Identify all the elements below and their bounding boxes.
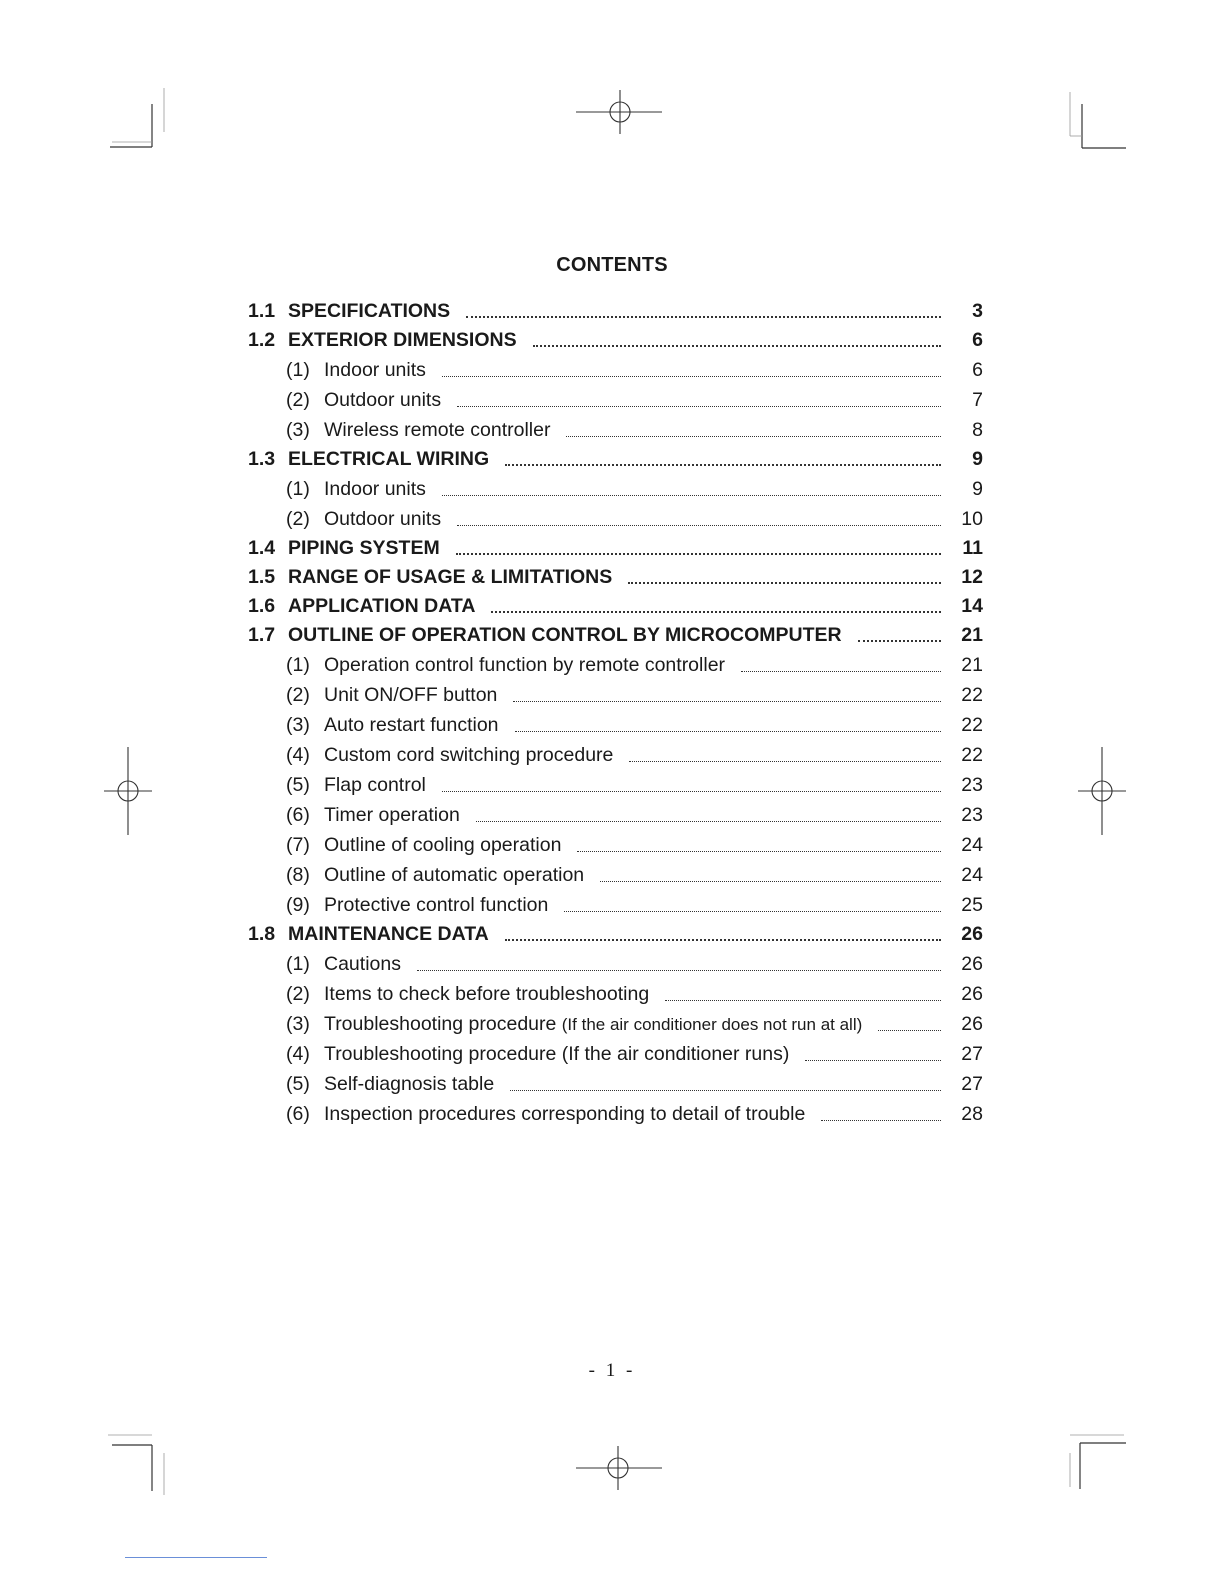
toc-entry-label	[288, 448, 489, 471]
toc-entry	[248, 589, 983, 618]
toc-entry-page: 8	[972, 419, 983, 441]
toc-entry-label	[288, 566, 612, 589]
toc-entry-number: (1)	[286, 359, 310, 381]
dot-leader	[600, 881, 941, 882]
toc-entry-label	[324, 714, 499, 737]
toc-entry-label	[324, 1103, 805, 1126]
toc-entry-title: Flap control	[324, 774, 426, 796]
toc-entry-label	[288, 624, 842, 647]
dot-leader	[564, 911, 941, 912]
dot-leader	[457, 525, 941, 526]
toc-entry-number: (1)	[286, 654, 310, 676]
toc-entry-number: (2)	[286, 508, 310, 530]
dot-leader	[505, 464, 941, 466]
toc-entry-number: 1.8	[248, 923, 276, 945]
toc-entry	[248, 647, 983, 677]
toc-entry-title: Inspection procedures corresponding to detail of trouble	[324, 1103, 806, 1125]
page-number: - 1 -	[588, 1360, 636, 1381]
dot-leader	[628, 582, 941, 584]
dot-leader	[665, 1000, 941, 1001]
toc-entry	[248, 797, 983, 827]
toc-entry	[248, 618, 983, 647]
toc-entry-page: 21	[961, 654, 983, 676]
toc-entry	[248, 531, 983, 560]
toc-entry-number: (3)	[286, 714, 310, 736]
toc-entry	[248, 352, 983, 382]
dot-leader	[442, 495, 941, 496]
toc-entry-title: Indoor units	[324, 359, 426, 381]
toc-entry-label	[324, 478, 426, 501]
toc-entry-label	[324, 1013, 862, 1036]
toc-entry-label	[324, 774, 426, 797]
toc-entry-number: 1.6	[248, 595, 276, 617]
dot-leader	[533, 345, 941, 347]
dot-leader	[805, 1060, 941, 1061]
toc-entry-page: 7	[972, 389, 983, 411]
toc-entry-page: 11	[962, 537, 983, 559]
crop-mark-top-left	[100, 80, 180, 160]
toc-entry-number: (3)	[286, 1013, 310, 1035]
toc-entry-number: (3)	[286, 419, 310, 441]
toc-entry-label	[324, 864, 584, 887]
toc-entry-page: 26	[961, 1013, 983, 1035]
toc-entry-number: 1.7	[248, 624, 276, 646]
toc-entry-label	[324, 359, 426, 382]
registration-mark-bottom	[570, 1444, 670, 1494]
toc-entry-page: 24	[961, 864, 983, 886]
toc-entry	[248, 946, 983, 976]
toc-entry	[248, 737, 983, 767]
toc-entry-page: 22	[961, 714, 983, 736]
toc-entry-label	[324, 983, 649, 1006]
toc-entry-number: (2)	[286, 684, 310, 706]
toc-entry-label	[324, 744, 613, 767]
toc-entry-title: Wireless remote controller	[324, 419, 551, 441]
toc-entry-number: (1)	[286, 953, 310, 975]
toc-entry-title: Items to check before troubleshooting	[324, 983, 650, 1005]
toc-entry-title: Troubleshooting procedure (If the air conditioner runs)	[324, 1043, 790, 1065]
toc-entry-page: 6	[972, 359, 983, 381]
toc-entry	[248, 294, 983, 323]
toc-entry-label	[324, 419, 550, 442]
toc-entry-title: Outdoor units	[324, 389, 442, 411]
toc-entry-page: 9	[972, 478, 983, 500]
toc-entry-label	[288, 923, 489, 946]
toc-entry-page: 25	[961, 894, 983, 916]
dot-leader	[456, 553, 941, 555]
toc-entry-label	[288, 595, 475, 618]
toc-entry-label	[324, 508, 441, 531]
toc-entry-page: 22	[961, 684, 983, 706]
toc-entry-title: Operation control function by remote controller	[324, 654, 726, 676]
registration-mark-top	[570, 88, 670, 138]
toc-entry-number: (5)	[286, 774, 310, 796]
registration-mark-right	[1074, 745, 1130, 837]
toc-entry-page: 10	[961, 508, 983, 530]
toc-entry-label	[324, 804, 460, 827]
toc-entry-label	[324, 894, 548, 917]
toc-entry-title: EXTERIOR DIMENSIONS	[288, 329, 517, 351]
toc-entry-number: (2)	[286, 983, 310, 1005]
toc-entry-number: (1)	[286, 478, 310, 500]
toc-entry	[248, 442, 983, 471]
dot-leader	[858, 640, 941, 642]
dot-leader	[476, 821, 941, 822]
toc-entry-title: RANGE OF USAGE & LIMITATIONS	[288, 566, 613, 588]
toc-entry-number: (2)	[286, 389, 310, 411]
dot-leader	[577, 851, 941, 852]
scan-edge-line	[125, 1557, 267, 1558]
toc-entry-page: 9	[972, 448, 983, 470]
dot-leader	[566, 436, 941, 437]
toc-entry-page: 21	[961, 624, 983, 646]
toc-entry-label	[324, 654, 725, 677]
toc-entry-number: (9)	[286, 894, 310, 916]
toc-entry	[248, 1006, 983, 1036]
toc-entry-page: 14	[961, 595, 983, 617]
toc-entry-label	[324, 684, 497, 707]
crop-mark-bottom-right	[1060, 1425, 1140, 1505]
toc-entry-title: ELECTRICAL WIRING	[288, 448, 490, 470]
dot-leader	[513, 701, 941, 702]
toc-entry-number: 1.4	[248, 537, 276, 559]
crop-mark-bottom-left	[100, 1425, 180, 1505]
toc-entry-number: (8)	[286, 864, 310, 886]
toc-entry-title: Timer operation	[324, 804, 460, 826]
toc-entry-title: Outdoor units	[324, 508, 442, 530]
toc-entry-title: Outline of cooling operation	[324, 834, 562, 856]
toc-entry-title: Unit ON/OFF button	[324, 684, 498, 706]
dot-leader	[417, 970, 941, 971]
toc-entry-note: (If the air conditioner does not run at all)	[561, 1015, 863, 1034]
toc-entry-number: (5)	[286, 1073, 310, 1095]
toc-entry-title: Protective control function	[324, 894, 549, 916]
toc-entry-number: (6)	[286, 804, 310, 826]
toc-entry	[248, 976, 983, 1006]
toc-entry-title: MAINTENANCE DATA	[288, 923, 489, 945]
toc-entry	[248, 1036, 983, 1066]
dot-leader	[442, 376, 941, 377]
dot-leader	[515, 731, 941, 732]
dot-leader	[878, 1030, 941, 1031]
toc-entry-number: (4)	[286, 1043, 310, 1065]
toc-entry	[248, 857, 983, 887]
toc-entry-label	[288, 300, 450, 323]
toc-entry-label	[324, 834, 561, 857]
toc-entry-title: Custom cord switching procedure	[324, 744, 614, 766]
toc-entry-page: 27	[961, 1073, 983, 1095]
toc-entry	[248, 1096, 983, 1126]
toc-entry	[248, 382, 983, 412]
toc-entry-page: 23	[961, 774, 983, 796]
toc-entry-page: 22	[961, 744, 983, 766]
toc-entry-label	[324, 953, 401, 976]
toc-entry	[248, 412, 983, 442]
dot-leader	[629, 761, 941, 762]
toc-entry	[248, 917, 983, 946]
toc-entry-number: 1.3	[248, 448, 276, 470]
toc-entry	[248, 560, 983, 589]
toc-entry-number: 1.5	[248, 566, 276, 588]
toc-entry-title: Self-diagnosis table	[324, 1073, 495, 1095]
registration-mark-left	[100, 745, 156, 837]
toc-entry-page: 28	[961, 1103, 983, 1125]
toc-entry	[248, 677, 983, 707]
toc-entry-page: 26	[961, 953, 983, 975]
toc-entry	[248, 1066, 983, 1096]
toc-entry-label	[324, 1043, 789, 1066]
toc-entry-title: APPLICATION DATA	[288, 595, 476, 617]
dot-leader	[442, 791, 941, 792]
toc-entry-number: (6)	[286, 1103, 310, 1125]
toc-entry-title: SPECIFICATIONS	[288, 300, 451, 322]
toc-entry-page: 3	[972, 300, 983, 322]
toc-entry-number: 1.1	[248, 300, 276, 322]
toc-entry-title: Cautions	[324, 953, 401, 975]
dot-leader	[741, 671, 941, 672]
toc-entry-page: 24	[961, 834, 983, 856]
toc-entry-title: Auto restart function	[324, 714, 499, 736]
toc-entry-title: OUTLINE OF OPERATION CONTROL BY MICROCOMPUTER	[288, 624, 842, 646]
toc-entry-title: Indoor units	[324, 478, 426, 500]
toc-entry-title: PIPING SYSTEM	[288, 537, 440, 559]
dot-leader	[457, 406, 941, 407]
toc-entry-page: 26	[961, 923, 983, 945]
toc-entry-label	[288, 329, 517, 352]
toc-entry	[248, 471, 983, 501]
toc-entry	[248, 323, 983, 352]
dot-leader	[505, 939, 941, 941]
toc-entry	[248, 887, 983, 917]
toc-entry-label	[324, 389, 441, 412]
table-of-contents	[248, 294, 983, 1126]
crop-mark-top-right	[1060, 80, 1140, 160]
toc-entry	[248, 827, 983, 857]
toc-entry-label	[324, 1073, 494, 1096]
toc-entry-page: 6	[972, 329, 983, 351]
toc-entry-number: 1.2	[248, 329, 276, 351]
toc-entry-page: 23	[961, 804, 983, 826]
toc-entry	[248, 501, 983, 531]
toc-entry-title: Troubleshooting procedure	[324, 1013, 557, 1035]
toc-entry-label	[288, 537, 440, 560]
dot-leader	[466, 316, 941, 318]
toc-entry-page: 12	[961, 566, 983, 588]
toc-entry-title: Outline of automatic operation	[324, 864, 585, 886]
toc-entry	[248, 767, 983, 797]
dot-leader	[491, 611, 941, 613]
dot-leader	[510, 1090, 941, 1091]
toc-entry-number: (4)	[286, 744, 310, 766]
page-title: CONTENTS	[556, 254, 668, 276]
toc-entry-page: 27	[961, 1043, 983, 1065]
dot-leader	[821, 1120, 941, 1121]
toc-entry-number: (7)	[286, 834, 310, 856]
toc-entry	[248, 707, 983, 737]
toc-entry-page: 26	[961, 983, 983, 1005]
